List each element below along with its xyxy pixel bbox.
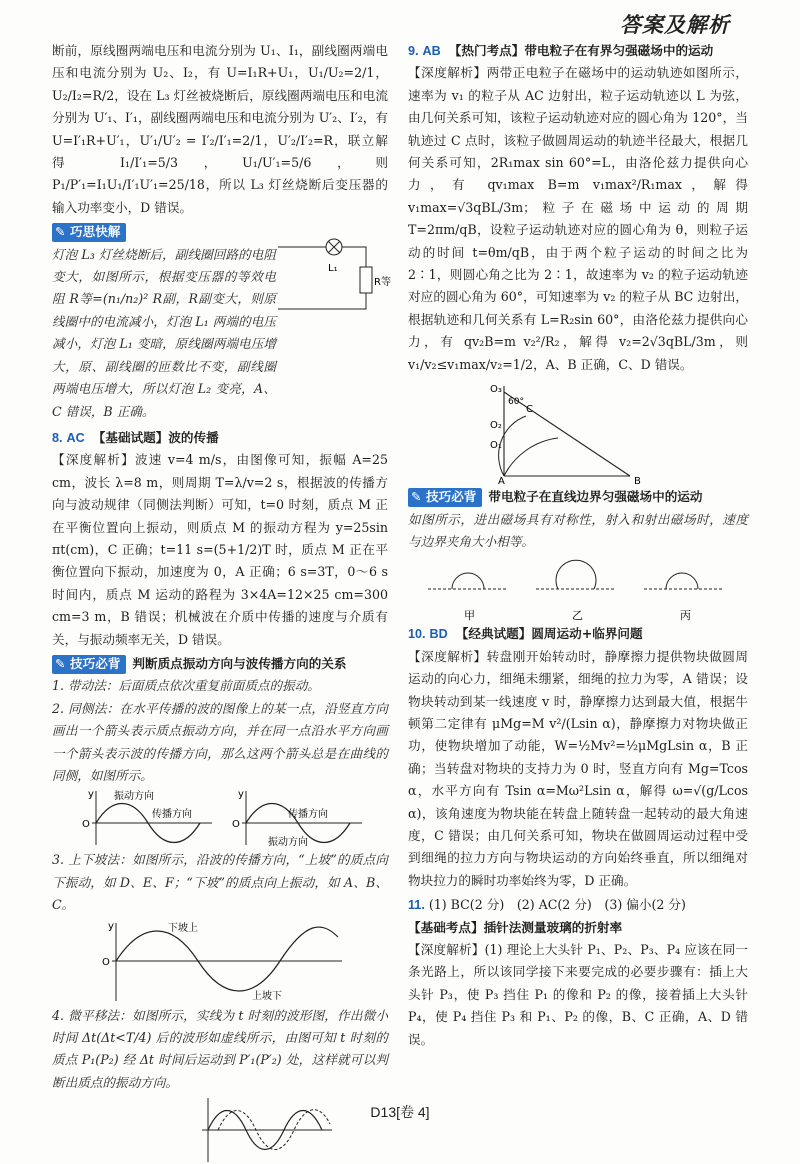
g2-prop-label: 传播方向	[288, 809, 328, 821]
svg-text:O: O	[102, 956, 110, 968]
q10-topic: 【经典试题】圆周运动+临界问题	[455, 626, 643, 642]
tip3-title: 带电粒子在直线边界匀强磁场中的运动	[488, 489, 703, 505]
circuit-diagram	[268, 227, 391, 319]
tip1-text: 灯泡 L₃ 灯丝烧断后，副线圈回路的电阻变大，如图所示，根据变压器的等效电阻 R等=(n₁/n₂)² R副，R副变大，则原线圈中的电流减小，灯泡 L₁ 两端的电压减小，灯泡 L₁ 变暗，原线圈两端电压增大，原、副线圈的匝数比不变，副线圈两端电压增大，所以灯泡 L₂ 变亮，A、C 错误，B 正确。	[52, 246, 276, 419]
page-footer: D13[卷 4]	[370, 1104, 430, 1120]
tip3-text: 如图所示，进出磁场具有对称性，射入和射出磁场时，速度与边界夹角大小相等。	[408, 511, 748, 549]
q10-analysis: 【深度解析】转盘刚开始转动时，静摩擦力提供物块做圆周运动的向心力，细绳未绷紧，细绳的拉力为零，A 错误；设物块转动到某一线速度 v 时，静摩擦力达到最大值，根据牛顿第二定律有 μMg=M v²/(Lsin α)，静摩擦力对物块做正功，使物块增加了动能，W=½Mv²=½μMgLsin α，B 正确；当转盘对物块的支持力为 0 时，竖直方向有 Mg=Tcos α，水平方向有 Tsin α=Mω²Lsin α，解得 ω=√(g/Lcos α)，该角速度为物块能在转盘上随转盘一起转动的最大角速度，C 错误；由几何关系可知，物块在做圆周运动过程中受到细绳的拉力方向与物块运动的方向始终垂直，所以细绳对物块拉力的瞬时功率始终为零，D 正确。	[408, 648, 748, 888]
method-3: 3. 上下坡法：如图所示，沿波的传播方向，“上坡”的质点向下振动，如 D、E、F；“下坡”的质点向上振动，如 A、B、C。	[52, 852, 388, 913]
svg-text:y: y	[88, 789, 94, 801]
g2-vib-label: 振动方向	[268, 837, 308, 849]
fig-caption-a: 甲	[464, 609, 475, 623]
q10-number: 10.	[408, 627, 426, 642]
circuit-wire-bottom	[278, 293, 366, 309]
svg-text:O: O	[232, 819, 240, 831]
svg-text:y: y	[238, 789, 244, 801]
label-o3: O₃	[490, 384, 502, 396]
wave-graph-slope	[52, 917, 382, 1005]
g1-prop-label: 传播方向	[152, 809, 192, 821]
svg-text:O: O	[82, 819, 90, 831]
q9-number: 9.	[408, 44, 419, 58]
q11-topic: 【基础考点】插针法测量玻璃的折射率	[408, 919, 623, 935]
q11-analysis: 【深度解析】(1) 理论上大头针 P₁、P₂、P₃、P₄ 应该在同一条光路上，所以该同学接下来要完成的必要步骤有：插上大头针 P₃，使 P₃ 挡住 P₁ 的像和 P₂ 的像，接着插上大头针 P₄，使 P₄ 挡住 P₃ 和 P₁、P₂ 的像，B、C 正确，A、D 错误。	[408, 942, 748, 1047]
wave-graph-same-side	[52, 787, 382, 849]
page-header	[0, 0, 800, 44]
method-2: 2. 同侧法：在水平传播的波的图像上的某一点，沿竖直方向画出一个箭头表示质点振动方向，并在同一点沿水平方向画一个箭头表示波的传播方向，那么这两个箭头总是在曲线的同侧，如图所示。	[52, 700, 388, 783]
q9-analysis: 【深度解析】两带正电粒子在磁场中的运动轨迹如图所示，速率为 v₁ 的粒子从 AC 边射出，粒子运动轨迹以 L 为弦，由几何关系可知，该粒子运动轨迹对应的圆心角为 120°，当轨迹过 C 点时，该粒子做圆周运动的轨迹半径最大，根据几何关系可知，2R₁max sin 60°=L，由洛伦兹力提供向心力，有 qv₁max B=m v₁max²/R₁max，解得 v₁max=√3qBL/3m；粒子在磁场中运动的周期 T=2πm/qB，设粒子运动轨迹对应的圆心角为 θ，则粒子运动的时间 t=θm/qB，由于两个粒子运动的时间之比为 2∶1，则圆心角之比为 2∶1，故速率为 v₂ 的粒子运动轨迹对应的圆心角为 60°，可知速率为 v₂ 的粒子从 BC 边射出，根据轨迹和几何关系有 L=R₂sin 60°，由洛伦兹力提供向心力，有 qv₂B=m v₂²/R₂，解得 v₂=2√3qBL/3m，则 v₁/v₂≤v₁max/v₂=1/2，A、B 正确，C、D 错误。	[408, 65, 748, 372]
q11-heading	[408, 894, 748, 916]
arc-v1	[499, 416, 526, 476]
wave-curve-3	[116, 927, 338, 991]
left-column	[52, 40, 391, 1164]
right-column	[408, 40, 748, 1051]
q8-analysis: 【深度解析】波速 v=4 m/s，由图像可知，振幅 A=25 cm，波长 λ=8 m，则周期 T=λ/v=2 s，根据波的传播方向与波动规律（同侧法判断）可知，t=0 时刻，质点 M 正在平衡位置向上振动，则质点 M 的振动方程为 y=25sin πt(cm)，C 正确；t=11 s=(5+1/2)T 时，质点 M 正在平衡位置向下振动，加速度为 0，A 正确；6 s=3T，0～6 s 时间内，质点 M 运动的路程为 3×4A=12×25 cm=300 cm=3 m，B 错误；机械波在介质中传播的速度与介质有关，与振动频率无关，D 错误。	[52, 452, 388, 647]
q11-number: 11.	[408, 898, 425, 913]
q11-answer: (1) BC(2 分) (2) AC(2 分) (3) 偏小(2 分)	[428, 897, 686, 913]
q8-topic: 【基础试题】波的传播	[92, 429, 219, 445]
boundary-motion-figures	[408, 553, 748, 623]
q7-continuation: 断前，原线圈两端电压和电流分别为 U₁、I₁，副线圈两端电压和电流分别为 U₂、I₂，有 U=I₁R+U₁，U₁/U₂=2/1，U₂/I₂=R/2，设在 L₃ 灯丝被烧断后，原线圈两端电压和电流分别为 U′₁、I′₁，副线圈两端电压和电流分别为 U′₂、I′₂，有 U=I′₁R+U′₁，U′₁/U′₂ = I′₂/I′₁=2/1，U′₂/I′₂=R，联立解得 I₁/I′₁=5/3，U₁/U′₁=5/6，则 P₁/P′₁=I₁U₁/I′₁U′₁=25/18，所以 L₃ 灯丝烧断后变压器的输入功率变小，D 错误。	[52, 43, 388, 215]
method-4: 4. 微平移法：如图所示，实线为 t 时刻的波形图，作出微小时间 Δt(Δt<T/4) 后的波形如虚线所示，由图可知 t 时刻的质点 P₁(P₂) 经 Δt 时间后运动到 P′₁(P′₂) 处，这样就可以判断出质点的振动方向。	[52, 1007, 388, 1090]
resistor-label: R等	[374, 277, 391, 289]
circuit-wire-right	[342, 247, 366, 267]
q10-answer: BD	[429, 627, 448, 642]
q8-answer: AC	[66, 430, 85, 445]
resistor-req	[360, 267, 372, 293]
magnetic-field-figure	[408, 378, 748, 486]
tip3-heading	[408, 486, 748, 508]
q8-number: 8.	[52, 430, 63, 445]
label-60: 60°	[508, 397, 524, 408]
method-1: 1. 带动法：后面质点依次重复前面质点的振动。	[52, 678, 320, 694]
q9-heading	[408, 40, 748, 62]
q10-heading	[408, 623, 748, 645]
label-o2: O₂	[490, 420, 502, 432]
arc-v2	[504, 438, 558, 476]
tip2-heading	[52, 653, 388, 675]
lamp-l1-label: L₁	[328, 263, 338, 275]
svg-text:y: y	[108, 920, 114, 932]
label-a: A	[498, 476, 505, 488]
q9-answer: AB	[422, 44, 441, 58]
label-o1: O₁	[490, 440, 502, 452]
header-title: 答案及解析	[620, 12, 730, 37]
label-b: B	[634, 476, 641, 488]
q8-heading	[52, 427, 388, 449]
tip-label-must: ✎ 技巧必背	[52, 655, 126, 674]
fig-caption-c: 丙	[680, 609, 691, 623]
g3-up-label: 上坡下	[252, 990, 282, 1002]
q9-topic: 【热门考点】带电粒子在有界匀强磁场中的运动	[448, 43, 714, 58]
tip-label-quick: ✎ 巧思快解	[52, 223, 126, 242]
label-c: C	[526, 404, 533, 416]
tip-label-must-2: ✎ 技巧必背	[408, 488, 482, 507]
tip2-title: 判断质点振动方向与波传播方向的关系	[132, 655, 347, 671]
g3-down-label: 下坡上	[168, 922, 198, 934]
fig-caption-b: 乙	[572, 609, 583, 623]
g1-vib-label: 振动方向	[114, 791, 154, 803]
